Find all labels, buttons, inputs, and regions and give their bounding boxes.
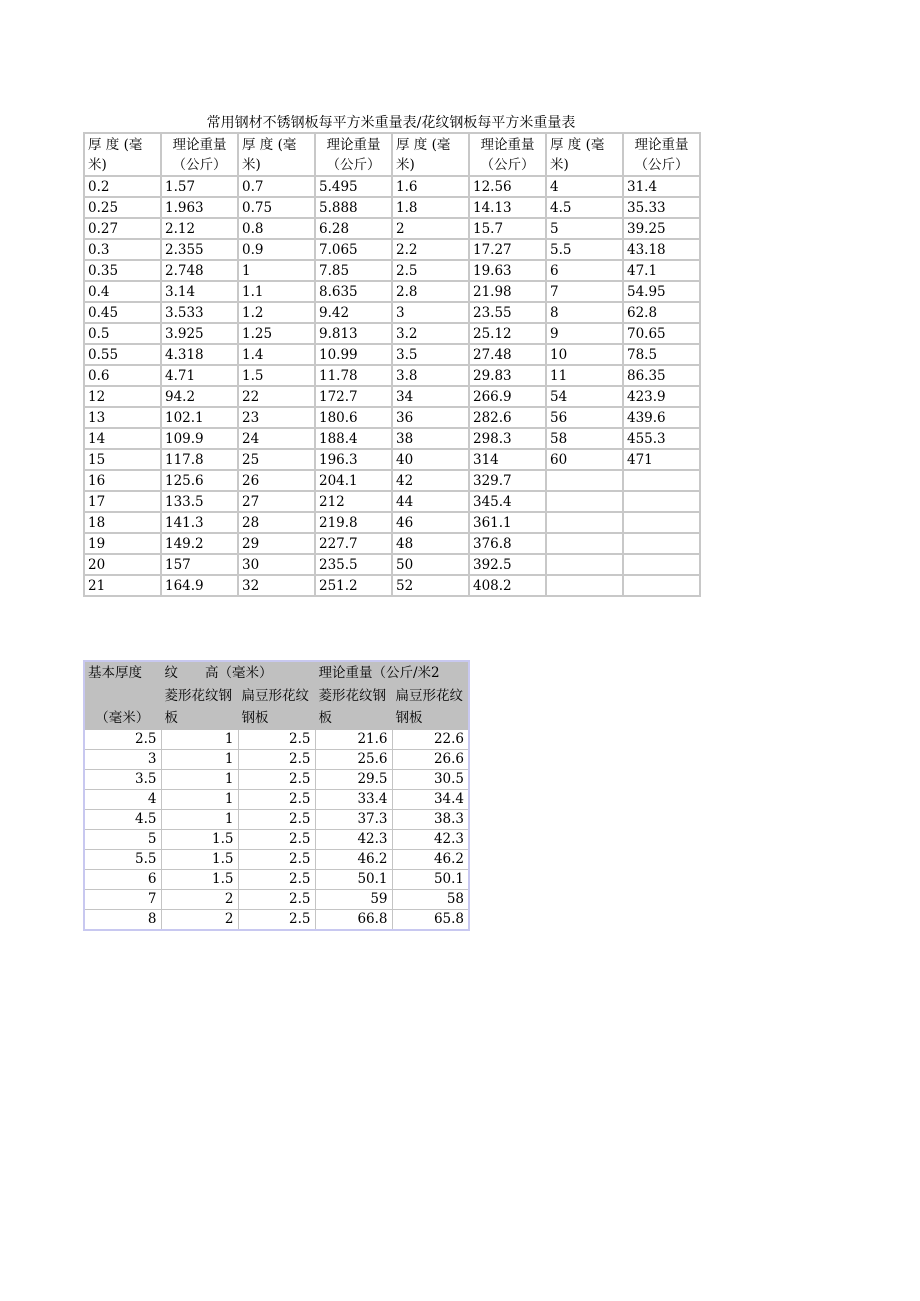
table-cell: 8.635: [315, 281, 392, 302]
table-cell: 408.2: [469, 575, 546, 596]
table-row: [84, 176, 700, 197]
table-cell: 3.533: [161, 302, 238, 323]
header-theoretical-weight: 理论重量（公斤/米2: [315, 661, 469, 685]
table-cell: 11.78: [315, 365, 392, 386]
table-cell: 5.495: [315, 176, 392, 197]
table-cell: 6: [546, 260, 623, 281]
table-cell: 204.1: [315, 470, 392, 491]
header-thickness: 厚 度 (毫米): [392, 133, 469, 176]
table-cell: 5.5: [546, 239, 623, 260]
table-cell: 164.9: [161, 575, 238, 596]
table-cell: 1.5: [161, 850, 238, 870]
table-cell: 94.2: [161, 386, 238, 407]
table-cell: 227.7: [315, 533, 392, 554]
table-cell: 1.25: [238, 323, 315, 344]
table-cell: [546, 533, 623, 554]
table-cell: 33.4: [315, 790, 392, 810]
table-cell: 16: [84, 470, 161, 491]
header-row: [84, 685, 469, 730]
header-base-thickness: 基本厚度: [84, 661, 161, 685]
table-cell: 65.8: [392, 910, 469, 931]
table-row: [84, 344, 700, 365]
table-cell: 0.7: [238, 176, 315, 197]
table-cell: 21: [84, 575, 161, 596]
table-cell: 30: [238, 554, 315, 575]
table-cell: 235.5: [315, 554, 392, 575]
table-cell: 50: [392, 554, 469, 575]
table-cell: 9: [546, 323, 623, 344]
table-cell: 21.98: [469, 281, 546, 302]
table-cell: 4.5: [546, 197, 623, 218]
table-cell: 43.18: [623, 239, 700, 260]
table-cell: 2.5: [238, 890, 315, 910]
table-cell: 266.9: [469, 386, 546, 407]
table-cell: 50.1: [315, 870, 392, 890]
table-cell: 1.57: [161, 176, 238, 197]
table-cell: 4.5: [84, 810, 161, 830]
table-cell: 11: [546, 365, 623, 386]
table-cell: 27: [238, 491, 315, 512]
table-cell: 54: [546, 386, 623, 407]
table-cell: 14.13: [469, 197, 546, 218]
table-cell: 219.8: [315, 512, 392, 533]
table-cell: 20: [84, 554, 161, 575]
table-cell: 141.3: [161, 512, 238, 533]
table-cell: 2.2: [392, 239, 469, 260]
table-cell: 46.2: [392, 850, 469, 870]
table-cell: [546, 575, 623, 596]
table-cell: 7.065: [315, 239, 392, 260]
page-title: 常用钢材不锈钢板每平方米重量表/花纹钢板每平方米重量表: [206, 115, 576, 131]
table-cell: 4.71: [161, 365, 238, 386]
header-row: [84, 133, 700, 176]
table-cell: 5.5: [84, 850, 161, 870]
table-row: [84, 770, 469, 790]
table-cell: 188.4: [315, 428, 392, 449]
table-row: [84, 750, 469, 770]
table-row: [84, 260, 700, 281]
table-row: [84, 512, 700, 533]
table-cell: 133.5: [161, 491, 238, 512]
table-cell: 212: [315, 491, 392, 512]
table-cell: 0.3: [84, 239, 161, 260]
table-cell: [546, 554, 623, 575]
table-cell: 36: [392, 407, 469, 428]
table-cell: 1: [161, 810, 238, 830]
table-cell: 282.6: [469, 407, 546, 428]
table-cell: 3: [84, 750, 161, 770]
table-cell: 149.2: [161, 533, 238, 554]
table-cell: 42.3: [315, 830, 392, 850]
table-cell: 14: [84, 428, 161, 449]
table-row: [84, 407, 700, 428]
table-row: [84, 218, 700, 239]
table-cell: 2.5: [238, 850, 315, 870]
table-row: [84, 575, 700, 596]
table-cell: 0.8: [238, 218, 315, 239]
table-cell: 2.5: [84, 730, 161, 750]
table-cell: 3.5: [392, 344, 469, 365]
table-cell: 8: [84, 910, 161, 931]
table-row: [84, 323, 700, 344]
table-cell: 2.748: [161, 260, 238, 281]
table-cell: [623, 554, 700, 575]
table-cell: 9.42: [315, 302, 392, 323]
table-row: [84, 533, 700, 554]
table-cell: 3.8: [392, 365, 469, 386]
table-row: [84, 239, 700, 260]
header-lentil-plate: 扁豆形花纹钢板: [238, 685, 315, 730]
table-cell: 2.5: [238, 910, 315, 931]
table-cell: 392.5: [469, 554, 546, 575]
table-cell: 24: [238, 428, 315, 449]
table-row: [84, 830, 469, 850]
table-cell: 1: [161, 770, 238, 790]
table-cell: 4: [84, 790, 161, 810]
table-cell: 0.55: [84, 344, 161, 365]
table-cell: 3.5: [84, 770, 161, 790]
table-cell: [623, 533, 700, 554]
table-cell: 70.65: [623, 323, 700, 344]
table-row: [84, 870, 469, 890]
table-cell: [623, 512, 700, 533]
table-row: [84, 910, 469, 931]
table-row: [84, 386, 700, 407]
stainless-steel-weight-table: [83, 132, 701, 597]
table-cell: 157: [161, 554, 238, 575]
table-cell: 2: [161, 890, 238, 910]
header-weight: 理论重量（公斤）: [469, 133, 546, 176]
table-cell: 2: [392, 218, 469, 239]
header-pattern-height: 纹 高（毫米）: [161, 661, 315, 685]
table-cell: [623, 491, 700, 512]
table-cell: 47.1: [623, 260, 700, 281]
table-row: [84, 365, 700, 386]
table-cell: 9.813: [315, 323, 392, 344]
table-cell: 59: [315, 890, 392, 910]
table-cell: 4.318: [161, 344, 238, 365]
table-cell: 35.33: [623, 197, 700, 218]
table-cell: 109.9: [161, 428, 238, 449]
table-cell: 31.4: [623, 176, 700, 197]
table-cell: 298.3: [469, 428, 546, 449]
table-cell: 10.99: [315, 344, 392, 365]
table-cell: 19.63: [469, 260, 546, 281]
table-cell: 0.25: [84, 197, 161, 218]
table-row: [84, 302, 700, 323]
table-cell: 10: [546, 344, 623, 365]
table-cell: 314: [469, 449, 546, 470]
table-cell: 40: [392, 449, 469, 470]
table-cell: 0.6: [84, 365, 161, 386]
table-cell: 5: [84, 830, 161, 850]
table-cell: [623, 470, 700, 491]
table-cell: [546, 512, 623, 533]
table-cell: 5.888: [315, 197, 392, 218]
table-row: [84, 197, 700, 218]
table-cell: 2.5: [238, 770, 315, 790]
table-cell: 1.5: [238, 365, 315, 386]
table-cell: 37.3: [315, 810, 392, 830]
table-row: [84, 470, 700, 491]
table-cell: 29.5: [315, 770, 392, 790]
table-cell: 0.75: [238, 197, 315, 218]
table-row: [84, 790, 469, 810]
table-cell: 21.6: [315, 730, 392, 750]
table-cell: 439.6: [623, 407, 700, 428]
table-cell: 46.2: [315, 850, 392, 870]
table-cell: 0.5: [84, 323, 161, 344]
table-cell: 1: [161, 730, 238, 750]
checkered-plate-weight-table: [83, 660, 470, 931]
table-cell: 25.6: [315, 750, 392, 770]
table-cell: 2.5: [238, 830, 315, 850]
table-cell: 102.1: [161, 407, 238, 428]
table-cell: 12.56: [469, 176, 546, 197]
table-cell: 180.6: [315, 407, 392, 428]
table-cell: 52: [392, 575, 469, 596]
header-thickness: 厚 度 (毫米): [84, 133, 161, 176]
table-cell: 17.27: [469, 239, 546, 260]
table-cell: 1: [161, 790, 238, 810]
table-cell: 345.4: [469, 491, 546, 512]
table-cell: 38: [392, 428, 469, 449]
table-cell: 22.6: [392, 730, 469, 750]
table-row: [84, 730, 469, 750]
table-cell: 329.7: [469, 470, 546, 491]
table-row: [84, 281, 700, 302]
table-cell: 2.5: [238, 730, 315, 750]
table-cell: 86.35: [623, 365, 700, 386]
table-row: [84, 449, 700, 470]
header-thickness: 厚 度 (毫米): [546, 133, 623, 176]
header-row: [84, 661, 469, 685]
table-cell: 3.2: [392, 323, 469, 344]
table-cell: 6: [84, 870, 161, 890]
table-cell: 1.5: [161, 830, 238, 850]
table-cell: 54.95: [623, 281, 700, 302]
table-cell: 1.2: [238, 302, 315, 323]
table-cell: 172.7: [315, 386, 392, 407]
table-cell: 8: [546, 302, 623, 323]
table-row: [84, 810, 469, 830]
table-cell: 30.5: [392, 770, 469, 790]
table-row: [84, 890, 469, 910]
table-cell: 1.6: [392, 176, 469, 197]
table-cell: [623, 575, 700, 596]
table-cell: 48: [392, 533, 469, 554]
table-cell: 1: [238, 260, 315, 281]
table-cell: 66.8: [315, 910, 392, 931]
table-cell: 2: [161, 910, 238, 931]
header-lentil-plate: 扁豆形花纹钢板: [392, 685, 469, 730]
table-cell: 78.5: [623, 344, 700, 365]
table-row: [84, 850, 469, 870]
table-cell: 32: [238, 575, 315, 596]
table-row: [84, 428, 700, 449]
table-cell: 56: [546, 407, 623, 428]
table-cell: 62.8: [623, 302, 700, 323]
table-cell: 44: [392, 491, 469, 512]
table-cell: 7.85: [315, 260, 392, 281]
table-cell: 0.9: [238, 239, 315, 260]
table-cell: 39.25: [623, 218, 700, 239]
table-cell: 42.3: [392, 830, 469, 850]
table-cell: 15: [84, 449, 161, 470]
table-cell: 0.2: [84, 176, 161, 197]
table-cell: 5: [546, 218, 623, 239]
table-cell: 3: [392, 302, 469, 323]
table-cell: 0.4: [84, 281, 161, 302]
table-cell: 29.83: [469, 365, 546, 386]
table-cell: 15.7: [469, 218, 546, 239]
table-cell: 2.5: [238, 790, 315, 810]
table-cell: 2.8: [392, 281, 469, 302]
table-cell: 13: [84, 407, 161, 428]
table-cell: 361.1: [469, 512, 546, 533]
table-cell: [546, 491, 623, 512]
table-cell: 3.14: [161, 281, 238, 302]
table-cell: 0.45: [84, 302, 161, 323]
table-row: [84, 491, 700, 512]
table-cell: 1: [161, 750, 238, 770]
table-cell: 26.6: [392, 750, 469, 770]
table-cell: 471: [623, 449, 700, 470]
table-cell: 27.48: [469, 344, 546, 365]
header-diamond-plate: 菱形花纹钢板: [161, 685, 238, 730]
table-cell: 2.5: [238, 870, 315, 890]
table-cell: 42: [392, 470, 469, 491]
header-thickness: 厚 度 (毫米): [238, 133, 315, 176]
table-cell: 455.3: [623, 428, 700, 449]
table-cell: 2.12: [161, 218, 238, 239]
table-cell: 19: [84, 533, 161, 554]
table-cell: 7: [546, 281, 623, 302]
table-cell: 2.5: [238, 810, 315, 830]
table-cell: 18: [84, 512, 161, 533]
table-cell: 58: [392, 890, 469, 910]
table-cell: 25: [238, 449, 315, 470]
table-cell: 4: [546, 176, 623, 197]
table-cell: 2.5: [392, 260, 469, 281]
table-cell: 29: [238, 533, 315, 554]
table-cell: 17: [84, 491, 161, 512]
table-cell: 1.963: [161, 197, 238, 218]
table-cell: 6.28: [315, 218, 392, 239]
table-cell: 7: [84, 890, 161, 910]
table-cell: 0.27: [84, 218, 161, 239]
table-cell: 58: [546, 428, 623, 449]
table-cell: 1.4: [238, 344, 315, 365]
header-blank: （毫米）: [84, 685, 161, 730]
table-cell: 46: [392, 512, 469, 533]
table-cell: 22: [238, 386, 315, 407]
table-cell: 1.5: [161, 870, 238, 890]
table-cell: 1.1: [238, 281, 315, 302]
table-cell: 125.6: [161, 470, 238, 491]
table-cell: 23.55: [469, 302, 546, 323]
table-cell: 117.8: [161, 449, 238, 470]
table-cell: 26: [238, 470, 315, 491]
table-cell: 251.2: [315, 575, 392, 596]
table-cell: 28: [238, 512, 315, 533]
table-cell: 376.8: [469, 533, 546, 554]
table-cell: 196.3: [315, 449, 392, 470]
table-cell: 34.4: [392, 790, 469, 810]
table-cell: 0.35: [84, 260, 161, 281]
header-diamond-plate: 菱形花纹钢板: [315, 685, 392, 730]
header-weight: 理论重量（公斤）: [315, 133, 392, 176]
table-cell: 2.355: [161, 239, 238, 260]
table-cell: 1.8: [392, 197, 469, 218]
table-cell: 50.1: [392, 870, 469, 890]
table-cell: 38.3: [392, 810, 469, 830]
table-cell: 23: [238, 407, 315, 428]
table-row: [84, 554, 700, 575]
header-weight: 理论重量（公斤）: [161, 133, 238, 176]
table-cell: 25.12: [469, 323, 546, 344]
table-cell: 34: [392, 386, 469, 407]
table-cell: 60: [546, 449, 623, 470]
table-cell: 423.9: [623, 386, 700, 407]
table-cell: 12: [84, 386, 161, 407]
table-cell: [546, 470, 623, 491]
header-weight: 理论重量（公斤）: [623, 133, 700, 176]
table-cell: 2.5: [238, 750, 315, 770]
table-cell: 3.925: [161, 323, 238, 344]
